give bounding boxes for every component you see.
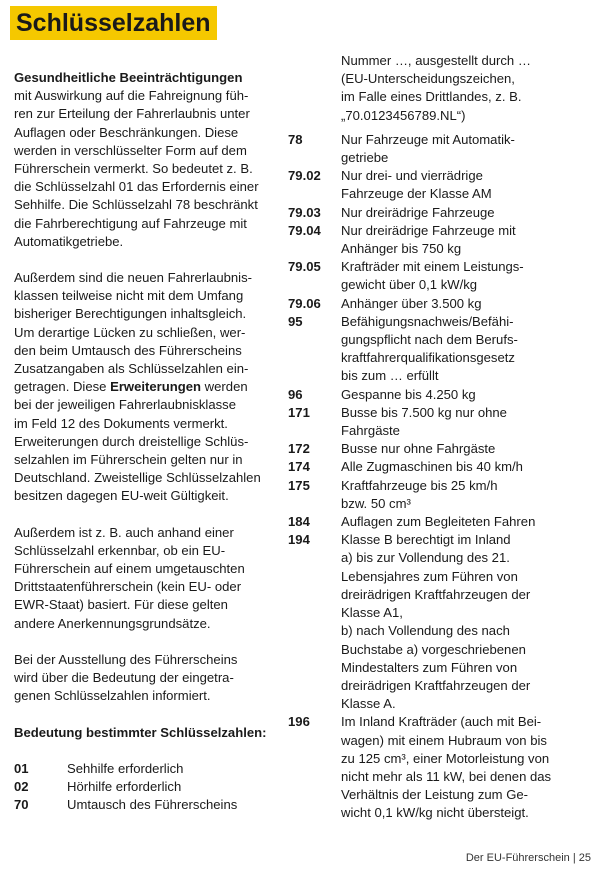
code-description-line: Krafträder mit einem Leistungs-: [341, 259, 524, 275]
code-description-line: dreirädrigen Kraftfahrzeugen der: [341, 586, 531, 602]
code-description-line: Auflagen zum Begleiteten Fahren: [341, 514, 536, 530]
code-number: 175: [288, 477, 310, 493]
code-description-line: dreirädrigen Kraftfahrzeugen der: [341, 677, 531, 693]
code-description-line: Kraftfahrzeuge bis 25 km/h: [341, 477, 498, 493]
footer-title: Der EU-Führerschein: [465, 852, 570, 864]
code-entry: [288, 404, 588, 440]
text-line: ren zur Erteilung der Fahrerlaubnis unter: [14, 106, 250, 122]
text-line: werden in verschlüsselter Form auf dem: [14, 142, 247, 158]
code-number: 171: [288, 404, 310, 420]
text-line: im Falle eines Drittlandes, z. B.: [341, 89, 522, 105]
legend-text: Hörhilfe erforderlich: [67, 778, 182, 794]
code-description-line: Nur dreirädrige Fahrzeuge mit: [341, 222, 516, 238]
code-entry: [288, 204, 588, 222]
text-line: selzahlen im Führerschein gelten nur in: [14, 452, 243, 468]
text-line: [14, 378, 276, 396]
text-line: den beim Umtausch des Führerscheins: [14, 342, 242, 358]
code-entry-70-continued: [288, 52, 588, 125]
code-number: 184: [288, 514, 310, 530]
code-entry: [288, 440, 588, 458]
text-line: wird über die Bedeutung der eingetra-: [14, 670, 234, 686]
text-fragment: werden: [201, 379, 248, 395]
code-entry: [288, 713, 588, 822]
emphasis-extensions: Erweiterungen: [110, 379, 202, 395]
text-line: Führerschein vermerkt. So bedeutet z. B.: [14, 161, 253, 177]
code-entry: [288, 531, 588, 713]
legend-item: [14, 796, 276, 814]
code-entry: [288, 167, 588, 203]
code-description-line: Busse bis 7.500 kg nur ohne: [341, 404, 507, 420]
code-number: 78: [288, 131, 303, 147]
code-description-line: Anhänger bis 750 kg: [341, 241, 462, 257]
text-line: Drittstaatenführerschein (kein EU- oder: [14, 579, 242, 595]
text-line: mit Auswirkung auf die Fahreignung füh-: [14, 88, 249, 104]
code-list: [288, 131, 588, 823]
text-line: klassen teilweise nicht mit dem Umfang: [14, 288, 244, 304]
legend-text: Umtausch des Führerscheins: [67, 797, 238, 813]
paragraph-health: [14, 69, 276, 251]
code-number: 96: [288, 386, 303, 402]
text-line: Automatikgetriebe.: [14, 233, 124, 249]
text-line: Nummer …, ausgestellt durch …: [341, 53, 531, 68]
legend-list: [14, 760, 276, 815]
code-description-line: b) nach Vollendung des nach: [341, 623, 510, 639]
legend-item: [14, 778, 276, 796]
code-description-line: Nur Fahrzeuge mit Automatik-: [341, 131, 515, 147]
code-number: 194: [288, 532, 310, 548]
text-line: Außerdem ist z. B. auch anhand einer: [14, 524, 234, 540]
code-description-line: Busse nur ohne Fahrgäste: [341, 441, 496, 457]
code-description-line: getriebe: [341, 150, 389, 166]
left-column: [14, 69, 276, 814]
text-line: bisheriger Berechtigungen inhaltsgleich.: [14, 306, 247, 322]
paragraph-extensions: [14, 269, 276, 506]
code-entry: [288, 222, 588, 258]
code-number: 79.06: [288, 295, 321, 311]
legend-code: 01: [14, 760, 29, 776]
code-description-line: Im Inland Krafträder (auch mit Bei-: [341, 714, 542, 730]
text-line: Zusatzangaben als Schlüsselzahlen ein-: [14, 361, 249, 377]
code-entry: [288, 513, 588, 531]
code-description-line: zu 125 cm³, einer Motorleistung von: [341, 750, 550, 766]
code-description-line: Gespanne bis 4.250 kg: [341, 386, 476, 402]
code-description-line: wagen) mit einem Hubraum von bis: [341, 732, 547, 748]
health-heading: Gesundheitliche Beeinträchtigungen: [14, 70, 243, 85]
text-line: Führerschein auf einem umgetauschten: [14, 561, 245, 577]
code-description-line: kraftfahrerqualifikationsgesetz: [341, 350, 515, 366]
code-entry: [288, 258, 588, 294]
text-line: Schlüsselzahl erkennbar, ob ein EU-: [14, 542, 226, 558]
code-entry: [288, 313, 588, 386]
text-line: (EU-Unterscheidungszeichen,: [341, 71, 515, 87]
code-description-line: Buchstabe a) vorgeschriebenen: [341, 641, 526, 657]
code-number: 79.04: [288, 222, 321, 238]
text-line: Außerdem sind die neuen Fahrerlaubnis-: [14, 270, 253, 286]
code-description-line: bis zum … erfüllt: [341, 368, 439, 384]
paragraph-third-country: [14, 524, 276, 633]
code-description-line: Alle Zugmaschinen bis 40 km/h: [341, 459, 523, 475]
legend-code: 02: [14, 778, 29, 794]
text-line: Um derartige Lücken zu schließen, wer-: [14, 324, 246, 340]
text-line: bei der jeweiligen Fahrerlaubnisklasse: [14, 397, 236, 413]
code-entry: [288, 458, 588, 476]
text-fragment: getragen. Diese: [14, 379, 111, 395]
text-line: „70.0123456789.NL“): [341, 107, 466, 123]
code-description-line: gewicht über 0,1 kW/kg: [341, 277, 478, 293]
code-number: 79.03: [288, 204, 321, 220]
code-description-line: bzw. 50 cm³: [341, 495, 411, 511]
code-entry: [288, 131, 588, 167]
paragraph-issuance: [14, 651, 276, 706]
code-description-line: Anhänger über 3.500 kg: [341, 295, 482, 311]
code-description-line: Nur drei- und vierrädrige: [341, 168, 483, 184]
right-column: [288, 52, 588, 823]
page-footer: [466, 851, 591, 865]
code-description-line: Nur dreirädrige Fahrzeuge: [341, 204, 495, 220]
code-number: 172: [288, 441, 310, 457]
legend-text: Sehhilfe erforderlich: [67, 760, 184, 776]
legend-heading: Bedeutung bestimmter Schlüsselzahlen:: [14, 724, 267, 740]
code-description-line: Fahrgäste: [341, 423, 400, 439]
code-description-line: Lebensjahres zum Führen von: [341, 568, 518, 584]
code-description-line: nicht mehr als 11 kW, bei denen das: [341, 768, 552, 784]
code-description-line: wicht 0,1 kW/kg nicht übersteigt.: [341, 805, 529, 821]
text-line: Deutschland. Zweistellige Schlüsselzahlen: [14, 470, 261, 486]
text-line: Auflagen oder Beschränkungen. Diese: [14, 124, 239, 140]
code-number: 95: [288, 313, 303, 329]
text-line: andere Anerkennungsgrundsätze.: [14, 615, 211, 631]
legend-item: [14, 760, 276, 778]
footer-separator: |: [572, 852, 576, 864]
code-entry: [288, 295, 588, 313]
code-number: 79.05: [288, 259, 321, 275]
code-description-line: Klasse A.: [341, 696, 396, 712]
text-line: genen Schlüsselzahlen informiert.: [14, 688, 211, 704]
code-description-line: Fahrzeuge der Klasse AM: [341, 186, 492, 202]
code-description-line: gungspflicht nach dem Berufs-: [341, 332, 518, 348]
code-description-line: Klasse B berechtigt im Inland: [341, 532, 511, 548]
text-line: Sehhilfe. Die Schlüsselzahl 78 beschränkt: [14, 197, 258, 213]
code-number: 174: [288, 459, 310, 475]
code-description-line: a) bis zur Vollendung des 21.: [341, 550, 510, 566]
text-line: besitzen dagegen EU-weit Gültigkeit.: [14, 488, 229, 504]
code-entry: [288, 386, 588, 404]
code-description-line: Befähigungsnachweis/Befähi-: [341, 313, 514, 329]
legend-code: 70: [14, 797, 29, 813]
code-description-line: Klasse A1,: [341, 605, 403, 621]
page-title: Schlüsselzahlen: [10, 6, 217, 40]
text-line: Erweiterungen durch dreistellige Schlüs-: [14, 433, 249, 449]
text-line: die Fahrberechtigung auf Fahrzeuge mit: [14, 215, 247, 231]
code-entry: [288, 477, 588, 513]
code-description-line: Verhältnis der Leistung zum Ge-: [341, 787, 529, 803]
code-description-line: Mindestalters zum Führen von: [341, 659, 518, 675]
page-number: 25: [578, 852, 591, 864]
text-line: die Schlüsselzahl 01 das Erfordernis einer: [14, 179, 259, 195]
text-line: im Feld 12 des Dokuments vermerkt.: [14, 415, 228, 431]
text-line: Bei der Ausstellung des Führerscheins: [14, 651, 238, 667]
text-line: EWR-Staat) basiert. Für diese gelten: [14, 597, 228, 613]
code-number: 79.02: [288, 168, 321, 184]
code-number: 196: [288, 714, 310, 730]
